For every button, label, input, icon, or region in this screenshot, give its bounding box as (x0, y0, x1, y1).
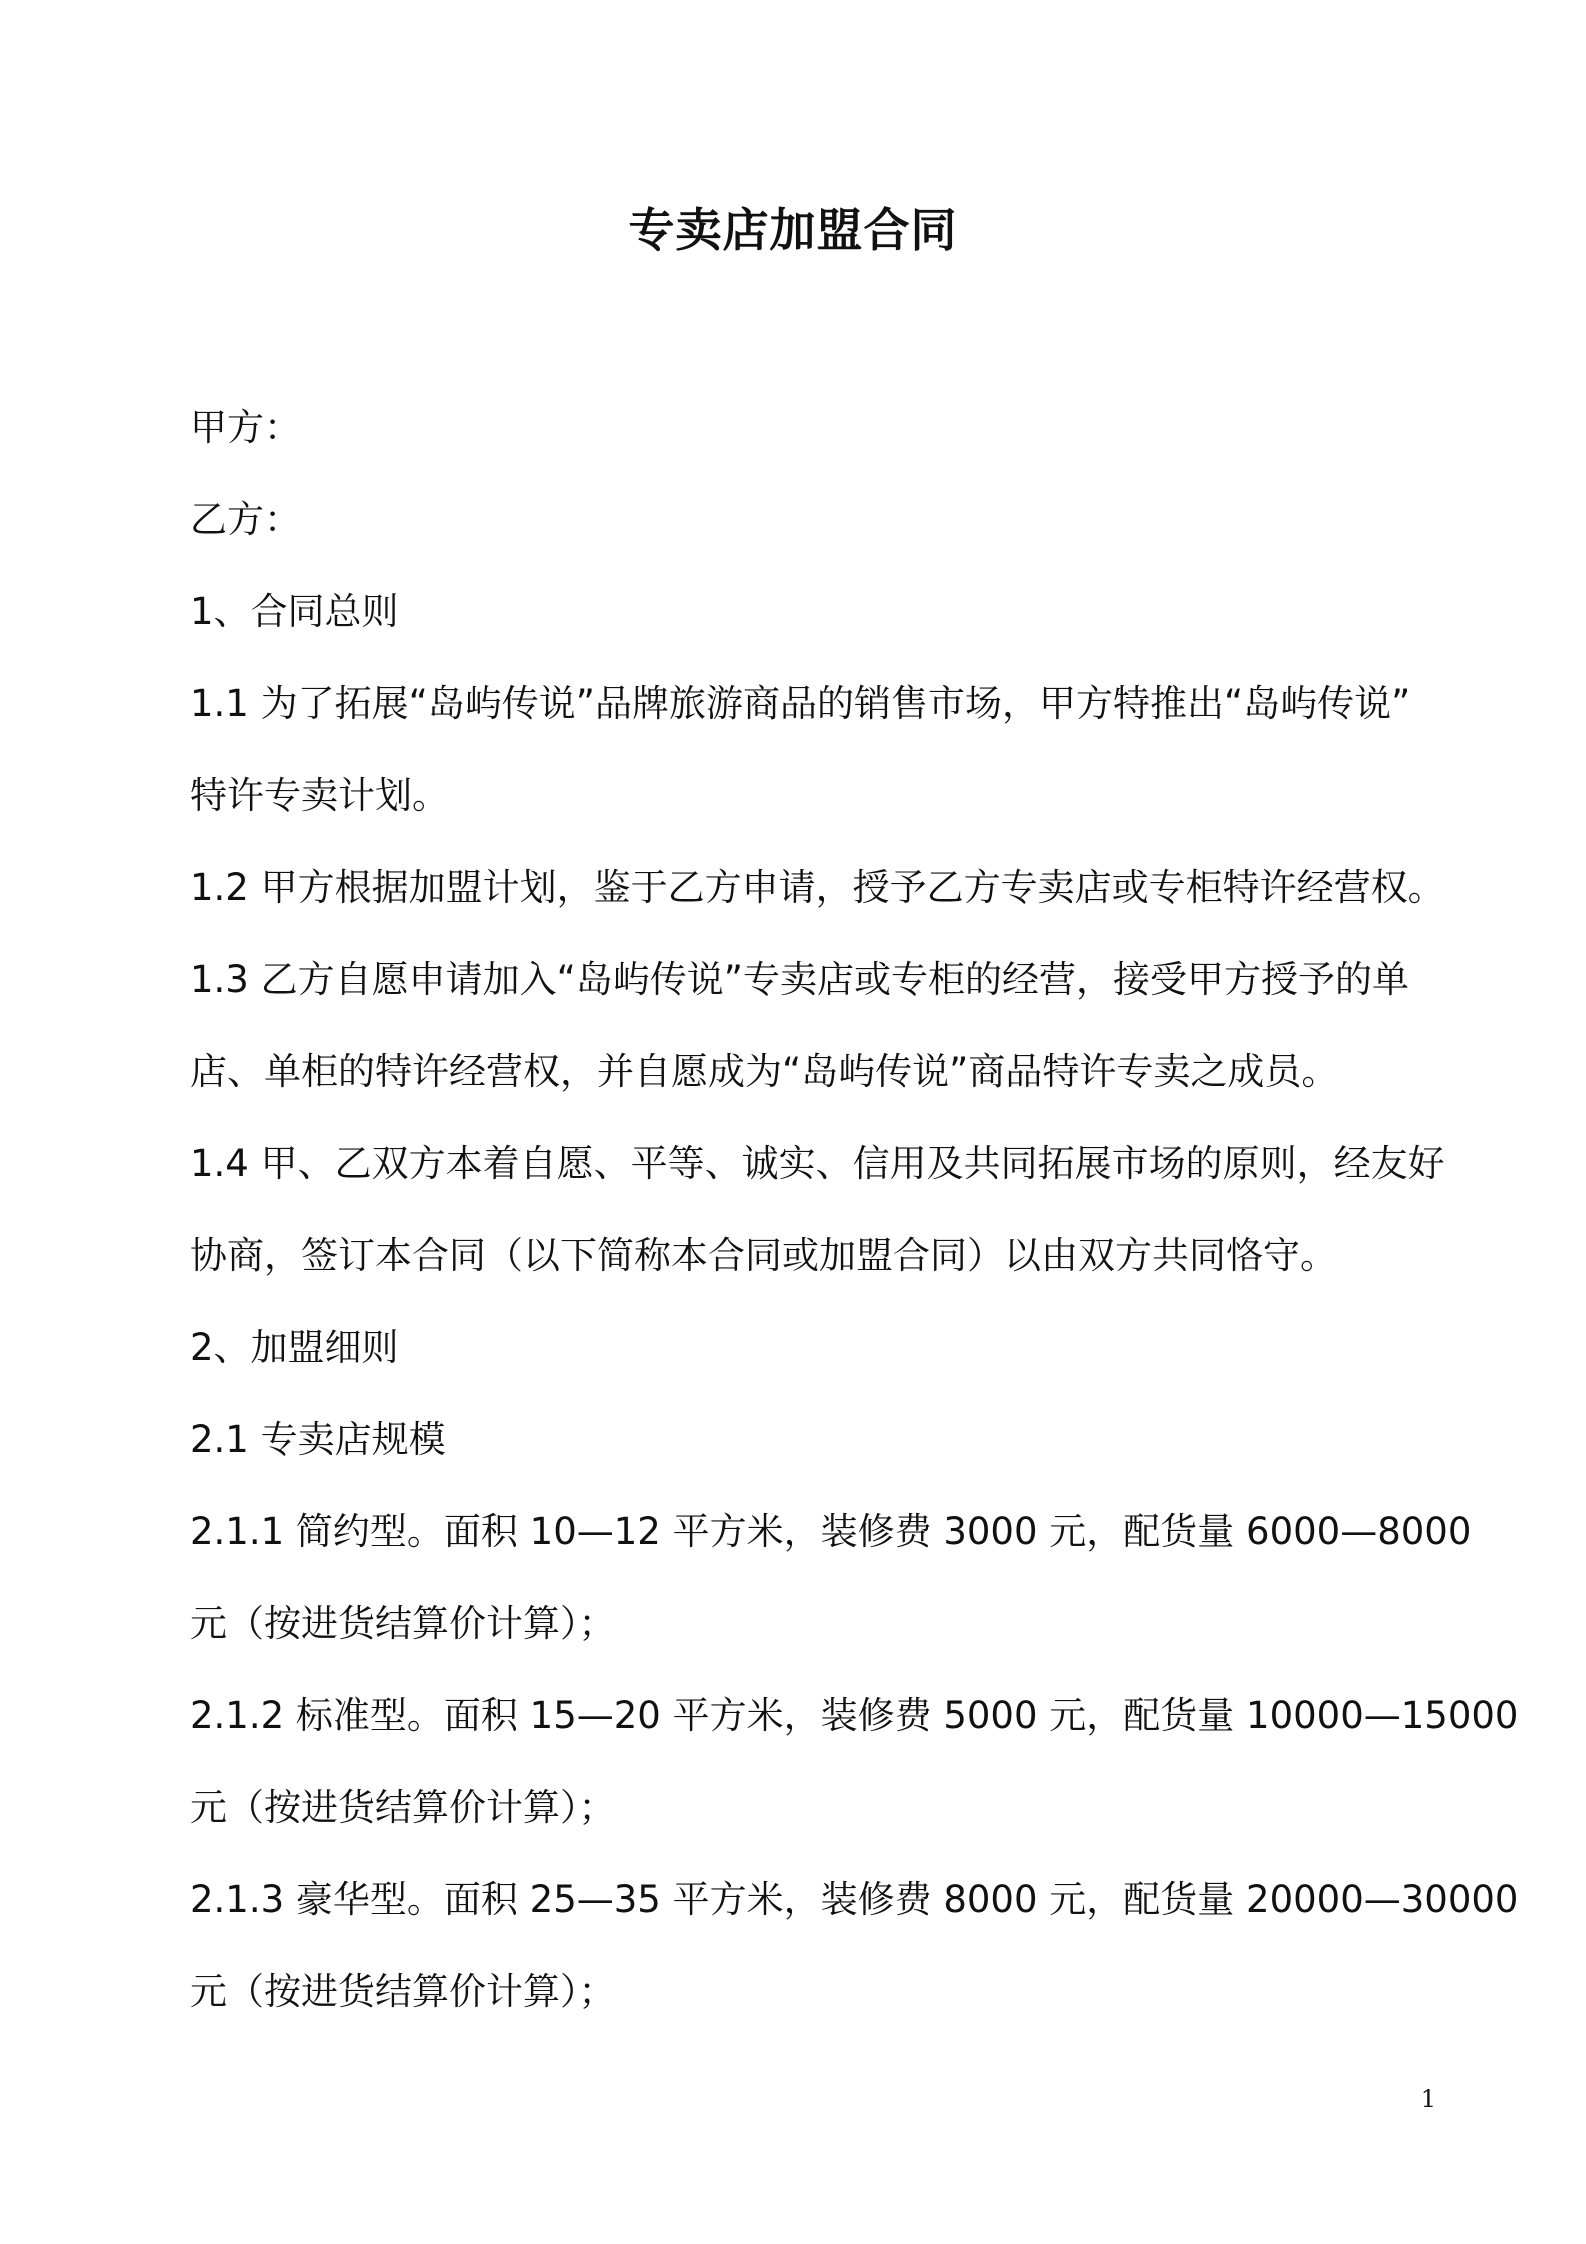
clause-line: 1.3 乙方自愿申请加入“岛屿传说”专卖店或专柜的经营，接受甲方授予的单 (190, 958, 1409, 1001)
clause-line: 特许专卖计划。 (190, 774, 449, 817)
clause-line: 协商，签订本合同（以下简称本合同或加盟合同）以由双方共同恪守。 (190, 1234, 1337, 1277)
section-heading: 1、合同总则 (190, 590, 399, 633)
page-number: 1 (1420, 2085, 1436, 2113)
clause-line: 元（按进货结算价计算）； (190, 1970, 616, 2013)
clause-line: 2.1.2 标准型。面积 15—20 平方米，装修费 5000 元，配货量 10000—15000 (190, 1694, 1519, 1737)
clause-line: 2.1.1 简约型。面积 10—12 平方米，装修费 3000 元，配货量 6000—8000 (190, 1510, 1472, 1553)
clause-line: 1.1 为了拓展“岛屿传说”品牌旅游商品的销售市场，甲方特推出“岛屿传说” (190, 682, 1411, 725)
party-b-line: 乙方： (190, 498, 301, 541)
party-a-line: 甲方： (190, 406, 301, 449)
document-body (190, 382, 1519, 2038)
clause-line: 2.1.3 豪华型。面积 25—35 平方米，装修费 8000 元，配货量 20000—30000 (190, 1878, 1519, 1921)
clause-line: 1.2 甲方根据加盟计划，鉴于乙方申请，授予乙方专卖店或专柜特许经营权。 (190, 866, 1445, 909)
clause-line: 2.1 专卖店规模 (190, 1418, 446, 1461)
clause-line: 元（按进货结算价计算）； (190, 1786, 616, 1829)
document-title: 专卖店加盟合同 (628, 203, 958, 257)
clause-line: 1.4 甲、乙双方本着自愿、平等、诚实、信用及共同拓展市场的原则，经友好 (190, 1142, 1445, 1185)
clause-line: 店、单柜的特许经营权，并自愿成为“岛屿传说”商品特许专卖之成员。 (190, 1050, 1339, 1093)
clause-line: 元（按进货结算价计算）； (190, 1602, 616, 1645)
section-heading: 2、加盟细则 (190, 1326, 399, 1369)
